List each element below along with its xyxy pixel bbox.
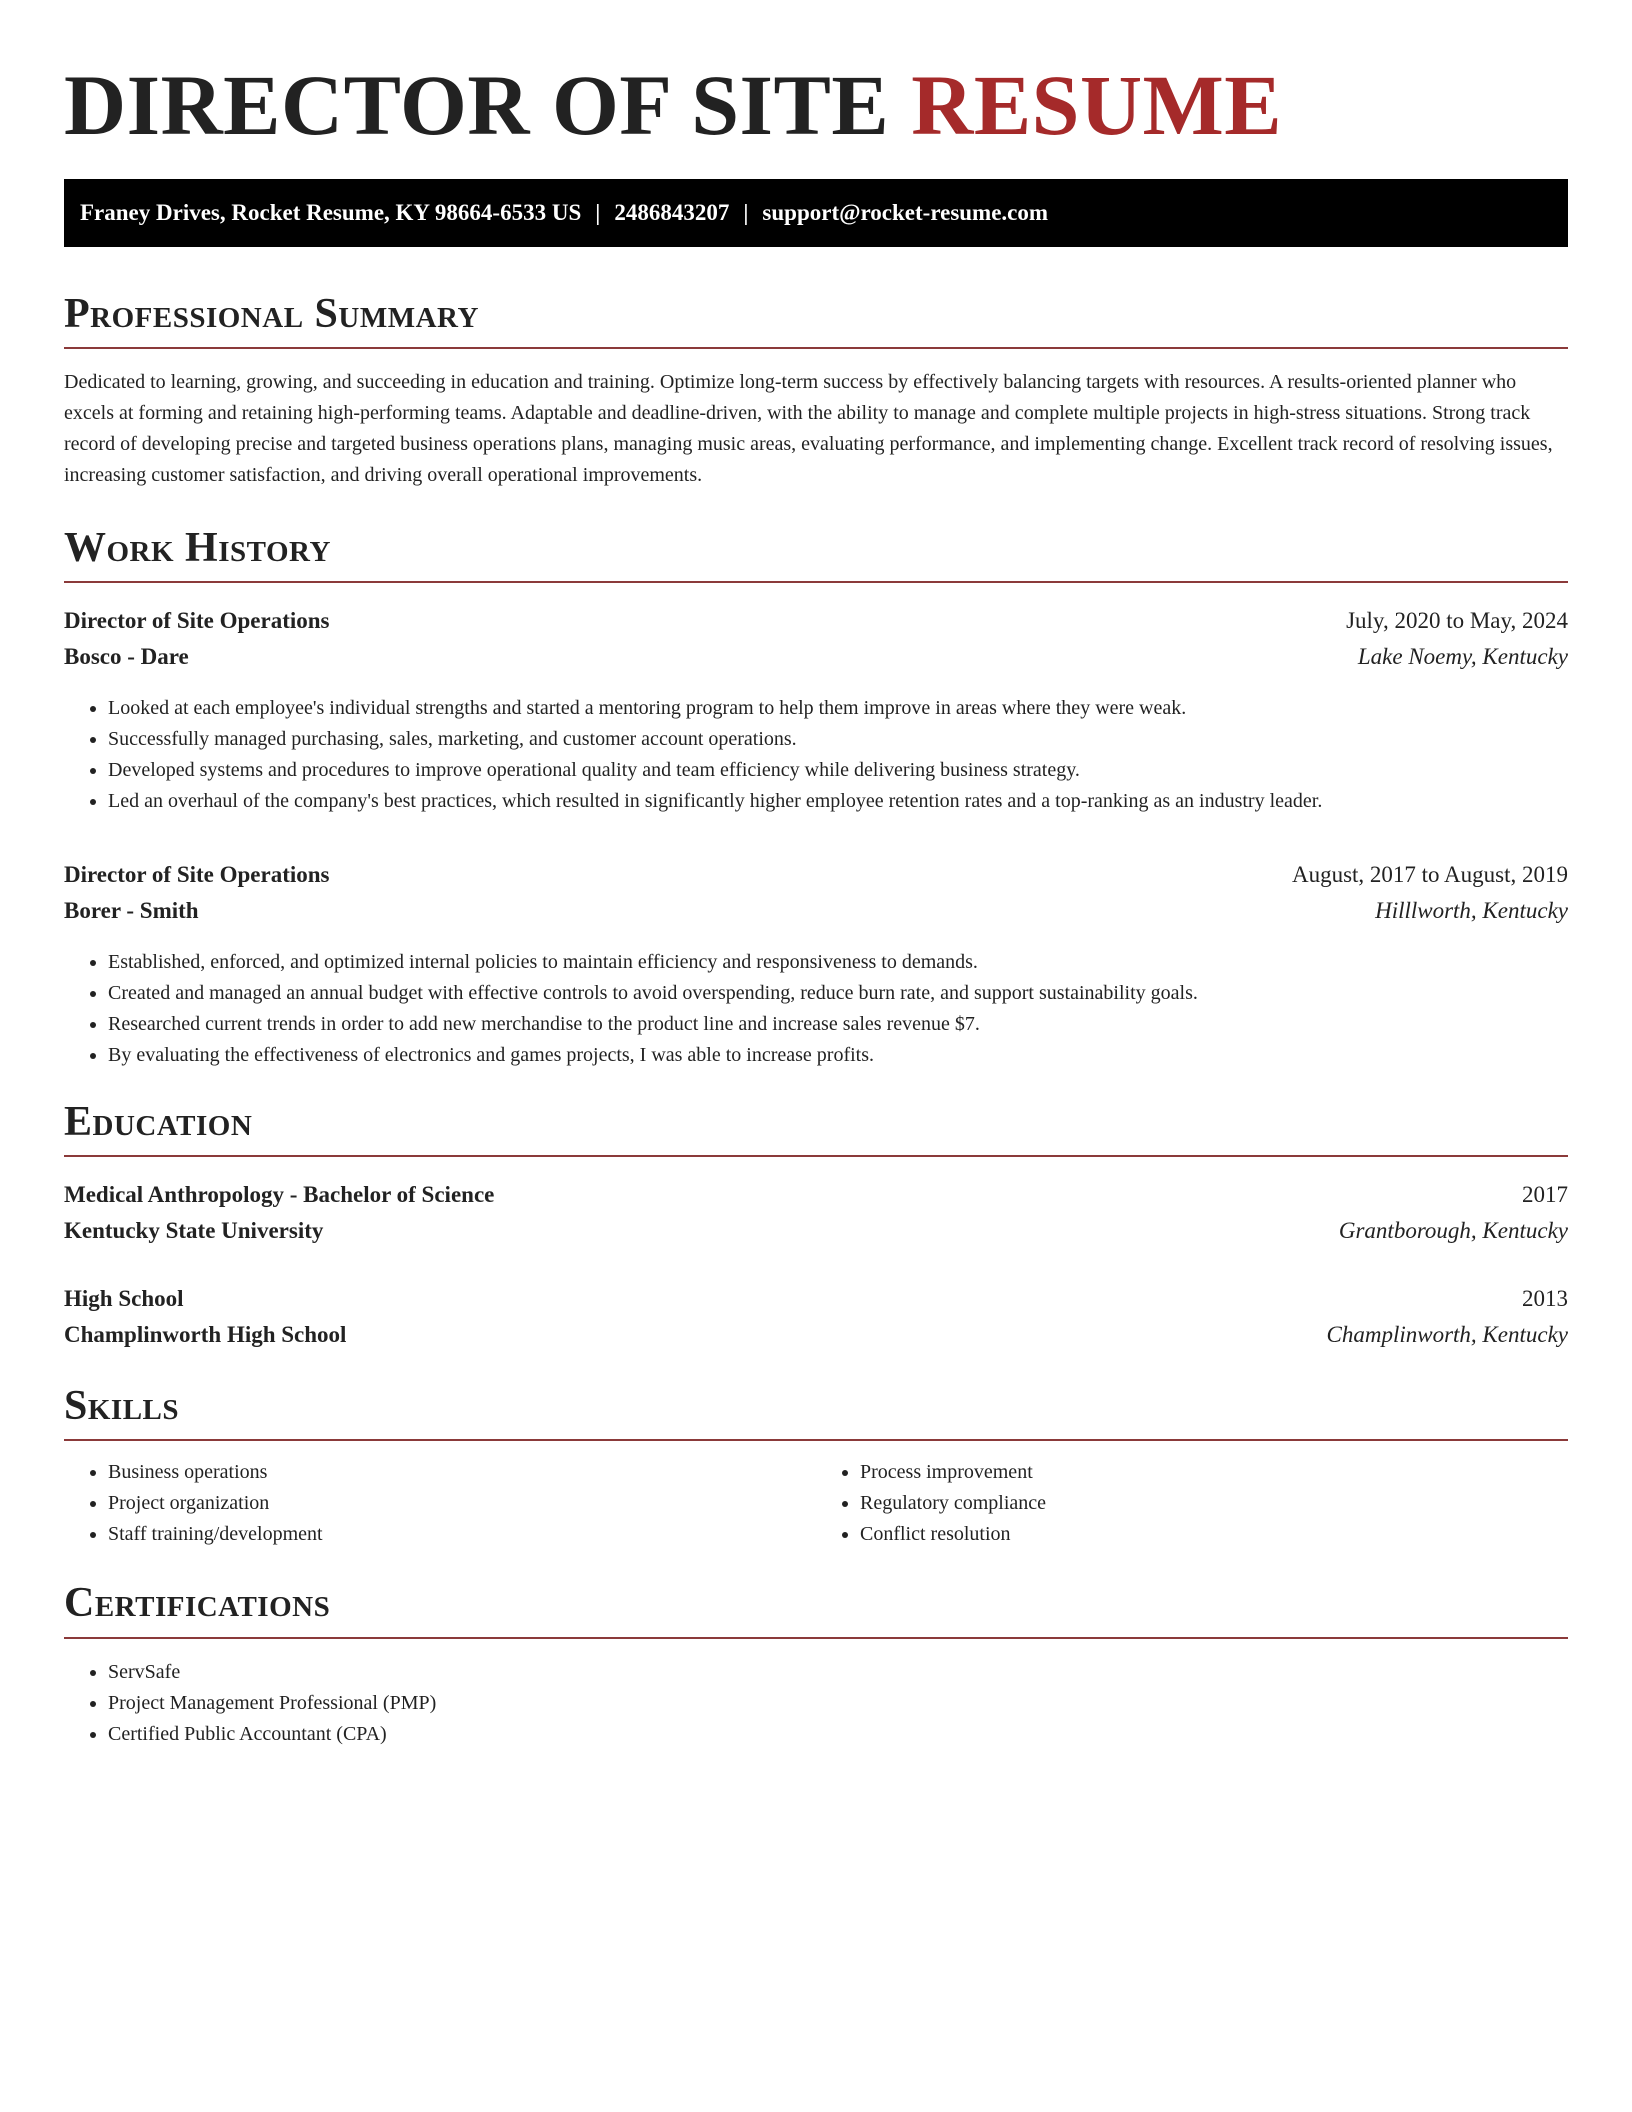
- list-item: • Looked at each employee's individual strengths and started a mentoring program to help them improve in areas where they were weak.: [108, 693, 1568, 724]
- summary-text: Dedicated to learning, growing, and succeeding in education and training. Optimize long-term success by effectively balancing targets with resources. A results-oriented planner who excels at forming and retaining high-performing teams. Adaptable and deadline-driven, with the ability to manage and complete multiple projects in high-stress situations. Strong track record of developing precise and targeted business operations plans, managing music areas, evaluating performance, and implementing change. Excellent track record of resolving issues, increasing customer satisfaction, and driving overall operational improvements.: [64, 370, 1553, 486]
- education-school-row: [64, 1213, 1568, 1249]
- education-degree-row: [64, 1177, 1568, 1213]
- education-degree: High School: [64, 1286, 184, 1312]
- education-year: 2013: [1522, 1286, 1568, 1312]
- job-location: Hilllworth, Kentucky: [1375, 897, 1568, 923]
- certifications-section: [64, 1580, 1568, 1749]
- work-section: [64, 525, 1568, 1071]
- job-dates: August, 2017 to August, 2019: [1291, 861, 1568, 887]
- job-company: Bosco - Dare: [64, 643, 189, 669]
- job-location: Lake Noemy, Kentucky: [1357, 643, 1568, 669]
- title-main: DIRECTOR OF SITE: [64, 57, 890, 153]
- list-item: • Regulatory compliance: [860, 1488, 1568, 1519]
- list-item: • Business operations: [108, 1457, 816, 1488]
- certifications-heading: Certifications: [64, 1580, 1568, 1638]
- skills-columns: [64, 1457, 1568, 1550]
- list-item: • Project organization: [108, 1488, 816, 1519]
- list-item: • Process improvement: [860, 1457, 1568, 1488]
- list-item: • Project Management Professional (PMP): [108, 1688, 1568, 1719]
- education-location: Champlinworth, Kentucky: [1326, 1322, 1568, 1348]
- education-degree: Medical Anthropology - Bachelor of Science: [64, 1182, 495, 1208]
- contact-separator: |: [595, 199, 601, 225]
- skills-section: [64, 1383, 1568, 1550]
- contact-bar: [64, 179, 1568, 247]
- education-location: Grantborough, Kentucky: [1338, 1218, 1568, 1244]
- skills-heading: Skills: [64, 1383, 1568, 1441]
- job-title: Director of Site Operations: [64, 861, 330, 887]
- job-company-row: [64, 893, 1568, 929]
- job-entry: [64, 603, 1568, 817]
- job-company: Borer - Smith: [64, 897, 199, 923]
- list-item: • Staff training/development: [108, 1519, 816, 1550]
- list-item: • Conflict resolution: [860, 1519, 1568, 1550]
- contact-separator: |: [743, 199, 749, 225]
- job-header-row: [64, 603, 1568, 639]
- list-item: • Certified Public Accountant (CPA): [108, 1719, 1568, 1750]
- title-accent: RESUME: [911, 57, 1283, 153]
- skills-right-list: [816, 1457, 1568, 1550]
- skills-left-list: [64, 1457, 816, 1550]
- job-bullets: [64, 693, 1568, 817]
- certifications-list: [64, 1657, 1568, 1750]
- list-item: • Researched current trends in order to add new merchandise to the product line and increase sales revenue $7.: [108, 1009, 1568, 1040]
- work-heading: Work History: [64, 525, 1568, 583]
- education-school: Kentucky State University: [64, 1218, 324, 1244]
- job-bullets: [64, 947, 1568, 1071]
- education-degree-row: [64, 1281, 1568, 1317]
- summary-heading: Professional Summary: [64, 291, 1568, 349]
- education-school-row: [64, 1317, 1568, 1353]
- education-school: Champlinworth High School: [64, 1322, 347, 1348]
- education-entry: [64, 1177, 1568, 1249]
- list-item: • Established, enforced, and optimized internal policies to maintain efficiency and responsiveness to demands.: [108, 947, 1568, 978]
- list-item: • Created and managed an annual budget with effective controls to avoid overspending, reduce burn rate, and support sustainability goals.: [108, 978, 1568, 1009]
- summary-section: [64, 291, 1568, 491]
- list-item: • By evaluating the effectiveness of electronics and games projects, I was able to increase profits.: [108, 1040, 1568, 1071]
- list-item: • ServSafe: [108, 1657, 1568, 1688]
- contact-email: support@rocket-resume.com: [762, 199, 1049, 225]
- education-heading: Education: [64, 1099, 1568, 1157]
- list-item: • Led an overhaul of the company's best practices, which resulted in significantly higher employee retention rates and a top-ranking as an industry leader.: [108, 786, 1568, 817]
- resume-page: [64, 0, 1568, 1750]
- job-entry: [64, 857, 1568, 1071]
- contact-address: Franey Drives, Rocket Resume, KY 98664-6533 US: [80, 199, 582, 225]
- job-company-row: [64, 639, 1568, 675]
- list-item: • Successfully managed purchasing, sales, marketing, and customer account operations.: [108, 724, 1568, 755]
- education-entry: [64, 1281, 1568, 1353]
- education-year: 2017: [1522, 1182, 1568, 1208]
- job-dates: July, 2020 to May, 2024: [1346, 607, 1568, 633]
- list-item: • Developed systems and procedures to improve operational quality and team efficiency while delivering business strategy.: [108, 755, 1568, 786]
- job-header-row: [64, 857, 1568, 893]
- job-title: Director of Site Operations: [64, 607, 330, 633]
- contact-phone: 2486843207: [614, 199, 730, 225]
- page-title: [64, 58, 1568, 153]
- education-section: [64, 1099, 1568, 1353]
